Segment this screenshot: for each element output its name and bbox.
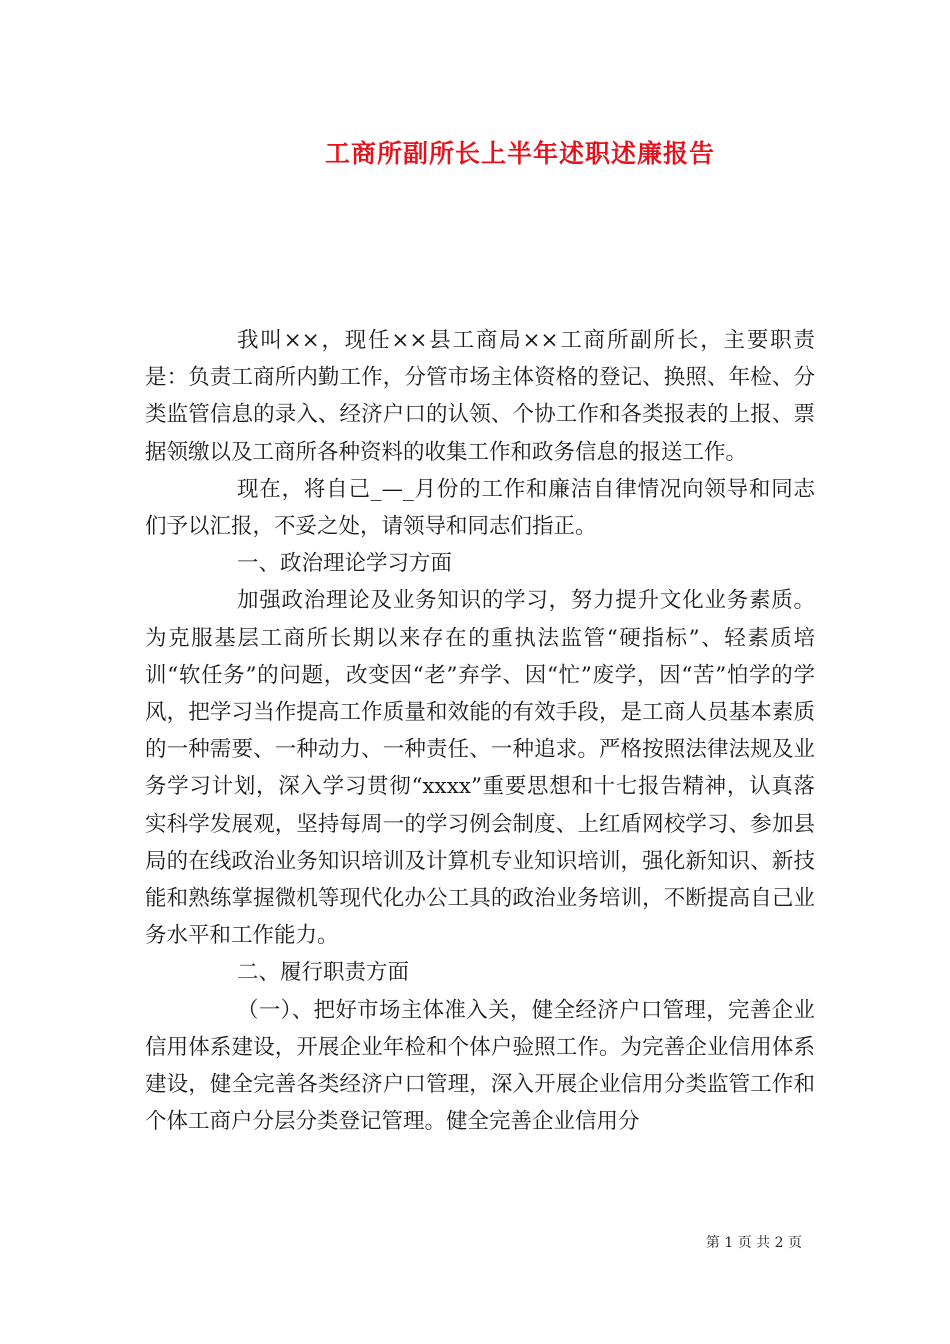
paragraph-market-entry: （一）、把好市场主体准入关，健全经济户口管理，完善企业信用体系建设，开展企业年检和个体户验照工作。为完善企业信用体系建设，健全完善各类经济户口管理，深入开展企业信用分类监管工作和个体工商户分层分类登记管理。健全完善企业信用分 xyxy=(145,997,815,1135)
paragraph-political-study: 加强政治理论及业务知识的学习，努力提升文化业务素质。为克服基层工商所长期以来存在的重执法监管“硬指标”、轻素质培训“软任务”的问题，改变因“老”弃学、因“忙”废学，因“苦”怕学的学风，把学习当作提高工作质量和效能的有效手段，是工商人员基本素质的一种需要、一种动力、一种责任、一种追求。严格按照法律法规及业务学习计划，深入学习贯彻“xxxx”重要思想和十七报告精神，认真落实科学发展观，坚持每周一的学习例会制度、上红盾网校学习、参加县局的在线政治业务知识培训及计算机专业知识培训，强化新知识、新技能和熟练掌握微机等现代化办公工具的政治业务培训，不断提高自己业务水平和工作能力。 xyxy=(145,588,815,949)
section-heading-political-study: 一、政治理论学习方面 xyxy=(237,551,453,577)
paragraph-report-statement: 现在，将自己_—_月份的工作和廉洁自律情况向领导和同志们予以汇报，不妥之处，请领导和同志们指正。 xyxy=(145,476,815,540)
section-heading-duties: 二、履行职责方面 xyxy=(237,960,410,986)
page-number-footer: 第 1 页 共 2 页 xyxy=(705,1235,802,1251)
document-body xyxy=(145,322,815,1140)
paragraph-intro: 我叫××，现任××县工商局××工商所副所长，主要职责是：负责工商所内勤工作，分管市场主体资格的登记、换照、年检、分类监管信息的录入、经济户口的认领、个协工作和各类报表的上报、票据领缴以及工商所各种资料的收集工作和政务信息的报送工作。 xyxy=(145,328,815,465)
document-title: 工商所副所长上半年述职述廉报告 xyxy=(324,139,715,168)
